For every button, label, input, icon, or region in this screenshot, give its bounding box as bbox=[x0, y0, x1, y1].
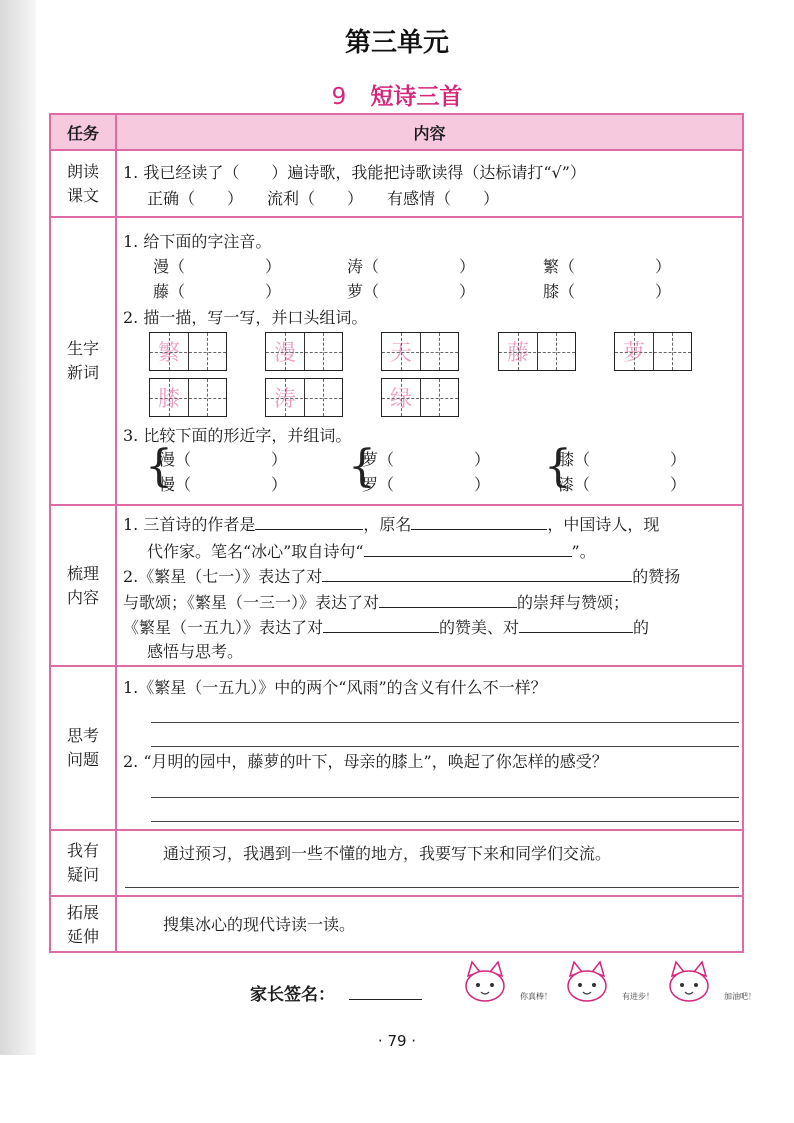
compare-item: 萝（ ） bbox=[362, 450, 491, 469]
row-divider bbox=[51, 829, 742, 831]
trace-box bbox=[265, 378, 343, 417]
label-think: 思考问题 bbox=[66, 726, 99, 769]
header-task: 任务 bbox=[66, 123, 99, 143]
praise-sticker[interactable] bbox=[664, 958, 756, 1008]
sort-line-5: 《繁星（一五九）》表达了对 的赞美、对 的 bbox=[123, 618, 650, 637]
trace-char: 膝 bbox=[157, 387, 180, 412]
trace-box bbox=[381, 378, 459, 417]
label-sort: 梳理内容 bbox=[66, 563, 99, 607]
lesson-title bbox=[0, 78, 794, 111]
header-content: 内容 bbox=[413, 123, 446, 143]
label-reading: 朗读课文 bbox=[66, 161, 99, 205]
row-divider bbox=[51, 665, 742, 667]
brace-icon: { bbox=[145, 441, 173, 492]
brace-icon: { bbox=[348, 441, 376, 492]
vocab-q2: 2. 描一描，写一写，并口头组词。 bbox=[123, 308, 368, 327]
sticker-caption: 你真棒！ bbox=[520, 992, 552, 1001]
trace-char: 绿 bbox=[389, 387, 412, 412]
book-spine-shadow bbox=[0, 0, 36, 1055]
answer-line[interactable] bbox=[151, 746, 739, 747]
sort-line-4: 与歌颂；《繁星（一三一）》表达了对 的崇拜与赞颂； bbox=[123, 593, 630, 612]
parent-sign-line[interactable] bbox=[349, 999, 422, 1000]
answer-line[interactable] bbox=[151, 821, 739, 822]
think-q2: 2. “月明的园中，藤萝的叶下，母亲的膝上”，唤起了你怎样的感受？ bbox=[123, 752, 608, 771]
trace-box bbox=[381, 332, 459, 371]
answer-line[interactable] bbox=[151, 722, 739, 723]
compare-item: 漫（ ） bbox=[159, 450, 288, 469]
trace-char: 涛 bbox=[273, 387, 296, 412]
trace-char: 萝 bbox=[622, 341, 645, 366]
trace-char: 漫 bbox=[273, 341, 296, 366]
vocab-q1: 1. 给下面的字注音。 bbox=[123, 232, 272, 251]
lesson-name: 短诗三首 bbox=[370, 84, 463, 110]
pinyin-item: 繁（ ） bbox=[543, 257, 672, 276]
cat-face-icon bbox=[562, 958, 612, 1008]
cat-face-icon bbox=[664, 958, 714, 1008]
sort-line-6: 感悟与思考。 bbox=[147, 642, 244, 661]
vocab-q3: 3. 比较下面的形近字，并组词。 bbox=[123, 426, 352, 445]
pinyin-item: 萝（ ） bbox=[347, 282, 476, 301]
label-question: 我有疑问 bbox=[66, 841, 99, 884]
pinyin-item: 藤（ ） bbox=[153, 282, 282, 301]
sort-line-2: 代作家。笔名“冰心”取自诗句“ ”。 bbox=[147, 542, 596, 561]
extend-text: 搜集冰心的现代诗读一读。 bbox=[163, 915, 356, 934]
row-divider bbox=[51, 895, 742, 897]
trace-char: 天 bbox=[389, 341, 412, 366]
brace-icon: { bbox=[544, 441, 572, 492]
think-q1: 1.《繁星（一五九）》中的两个“风雨”的含义有什么不一样？ bbox=[123, 678, 547, 697]
column-divider bbox=[115, 115, 117, 951]
trace-box bbox=[614, 332, 692, 371]
pinyin-item: 膝（ ） bbox=[543, 282, 672, 301]
answer-line[interactable] bbox=[151, 797, 739, 798]
row-divider bbox=[51, 149, 742, 151]
unit-title: 第三单元 bbox=[344, 28, 449, 58]
answer-line[interactable] bbox=[125, 887, 739, 888]
sticker-caption: 有进步！ bbox=[622, 992, 654, 1001]
trace-box bbox=[498, 332, 576, 371]
pinyin-item: 漫（ ） bbox=[153, 257, 282, 276]
sort-line-3: 2.《繁星（七一）》表达了对 的赞扬 bbox=[123, 567, 681, 586]
sort-line-1: 1. 三首诗的作者是 ，原名 ，中国诗人，现 bbox=[123, 515, 660, 534]
praise-sticker[interactable] bbox=[460, 958, 552, 1008]
compare-item: 慢（ ） bbox=[159, 475, 288, 494]
trace-char: 繁 bbox=[157, 341, 180, 366]
preview-table bbox=[49, 113, 744, 953]
compare-item: 膝（ ） bbox=[558, 450, 687, 469]
trace-char: 藤 bbox=[506, 341, 529, 366]
row-divider bbox=[51, 504, 742, 506]
compare-item: 罗（ ） bbox=[362, 475, 491, 494]
sticker-caption: 加油吧！ bbox=[724, 992, 756, 1001]
praise-sticker[interactable] bbox=[562, 958, 654, 1008]
reading-line-2: 正确（ ） 流利（ ） 有感情（ ） bbox=[147, 189, 500, 208]
label-extend: 拓展延伸 bbox=[66, 903, 99, 946]
trace-box bbox=[265, 332, 343, 371]
compare-item: 漆（ ） bbox=[558, 475, 687, 494]
question-text: 通过预习，我遇到一些不懂的地方，我要写下来和同学们交流。 bbox=[163, 844, 612, 863]
pinyin-item: 涛（ ） bbox=[347, 257, 476, 276]
trace-box bbox=[149, 378, 227, 417]
page-number: · 79 · bbox=[377, 1032, 417, 1050]
row-divider bbox=[51, 216, 742, 218]
trace-box bbox=[149, 332, 227, 371]
lesson-number: 9 bbox=[331, 84, 347, 110]
label-vocab: 生字新词 bbox=[66, 339, 99, 382]
parent-sign-label: 家长签名： bbox=[250, 985, 335, 1005]
cat-face-icon bbox=[460, 958, 510, 1008]
reading-line-1: 1. 我已经读了（ ）遍诗歌，我能把诗歌读得（达标请打“√”） bbox=[123, 163, 586, 182]
